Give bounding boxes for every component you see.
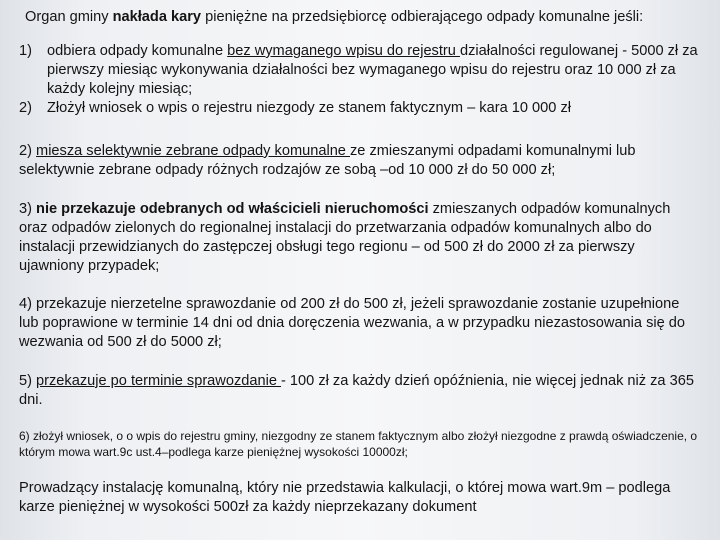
list-item-underlined: bez wymaganego wpisu do rejestru [227,43,460,59]
item2-underlined: miesza selektywnie zebrane odpady komunalne [36,143,350,159]
list-item-text: Złożył wniosek o wpis o rejestru niezgody ze stanem faktycznym – kara 10 000 zł [47,100,571,116]
paragraph-item-4 [19,295,699,352]
paragraph-item-5 [19,372,699,410]
item5-underlined: przekazuje po terminie sprawozdanie [36,373,282,389]
item5-post: - 100 zł za każdy dzień opóźnienia, nie więcej jednak niż za 365 dni. [19,373,694,408]
item3-post: zmieszanych odpadów komunalnych oraz odpadów zielonych do regionalnej instalacji do przetwarzania odpadów komunalnych albo do instalacji przewidzianych do zastępczej obsługi tego regionu – od 500 zł do 2000 zł za pierwszy ujawniony przypadek; [19,201,671,274]
list-item-pre: odbiera odpady komunalne [47,43,228,59]
title-post: pieniężne na przedsiębiorcę odbierającego odpady komunalne jeśli: [201,9,644,25]
list-item-post: działalności regulowanej - 5000 zł za pierwszy miesiąc wykonywania działalności bez wymaganego wpisu do rejestru oraz 10 000 zł za każdy kolejny miesiąc; [47,43,698,97]
list-item [19,99,699,118]
numbered-list [19,42,699,118]
list-item [19,42,699,99]
item3-pre: 3) [19,201,37,217]
item6-text: 6) złożył wniosek, o o wpis do rejestru gminy, niezgodny ze stanem faktycznym albo złożył niezgodne z prawdą oświadczenie, o którym mowa wart.9c ust.4–podlega karze pieniężnej wysokości 10000zł; [19,429,698,459]
item2-pre: 2) [19,143,37,159]
title-pre: Organ gminy [25,9,113,25]
item7-text: Prowadzący instalację komunalną, który nie przedstawia kalkulacji, o której mowa wart.9m – podlega karze pieniężnej w wysokości 500zł za każdy nieprzekazany dokument [19,480,671,515]
item2-post: ze zmieszanymi odpadami komunalnymi lub selektywnie zebrane odpady różnych rodzajów ze sobą –od 10 000 zł do 50 000 zł; [19,143,636,178]
item5-pre: 5) [19,373,37,389]
paragraph-item-7 [19,479,699,517]
paragraph-item-3 [19,200,699,276]
paragraph-item-2 [19,142,699,180]
title-bold: nakłada kary [112,9,202,25]
list-number: 2) [19,100,32,116]
paragraph-item-6 [19,428,719,460]
list-number: 1) [19,43,32,59]
item4-text: 4) przekazuje nierzetelne sprawozdanie od 200 zł do 500 zł, jeżeli sprawozdanie zostanie uzupełnione lub poprawione w terminie 14 dni od dnia doręczenia wezwania, a w przypadku niezastosowania się do wezwania od 500 zł do 5000 zł; [19,296,686,350]
slide-title [25,8,715,27]
item3-bold: nie przekazuje odebranych od właścicieli nieruchomości [36,201,429,217]
